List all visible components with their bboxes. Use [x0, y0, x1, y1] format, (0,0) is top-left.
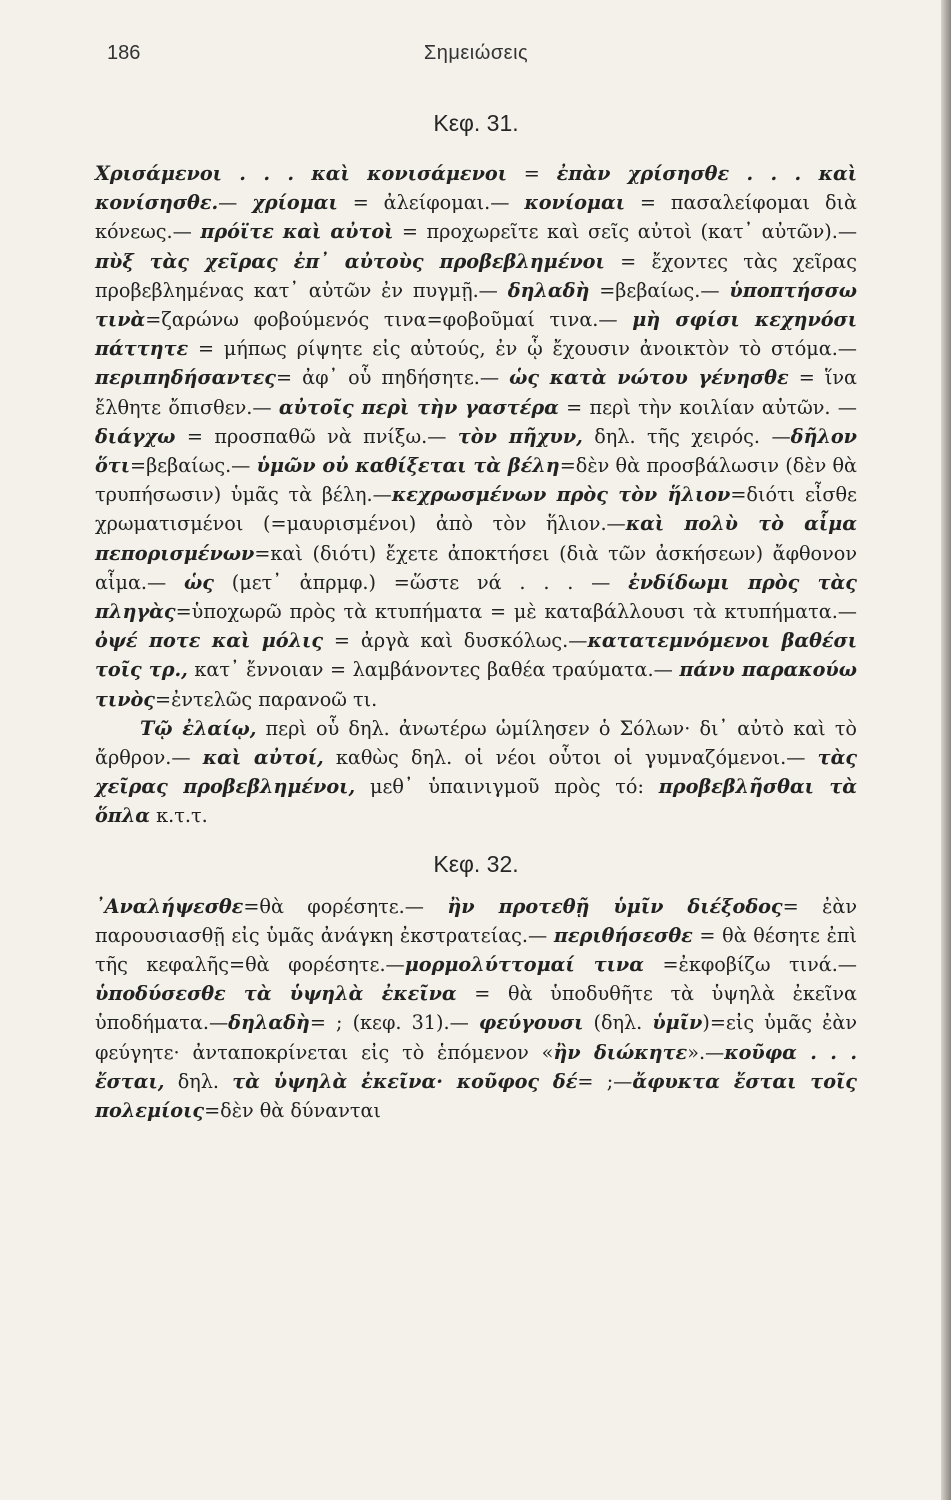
- lemma-text: τὰ ὑψηλὰ ἐκεῖνα· κοῦφος δέ: [232, 1069, 578, 1093]
- lemma-text: ἄφυκτα ἔσται τοῖς πολεμίοις: [95, 1069, 857, 1123]
- gloss-text: = περὶ τὴν κοιλίαν αὐτῶν. —: [558, 395, 857, 419]
- lemma-text: χρίομαι: [252, 191, 338, 215]
- running-title: Σημειώσεις: [423, 42, 529, 64]
- lemma-text: ὑποδύσεσθε τὰ ὑψηλὰ ἐκεῖνα: [95, 982, 457, 1006]
- lemma-text: αὐτοῖς περὶ τὴν γαστέρα: [278, 395, 559, 419]
- note-paragraph: [95, 714, 857, 831]
- lemma-text: ὡς: [184, 570, 214, 594]
- lemma-text: πάνυ παρακούω τινὸς: [95, 658, 858, 711]
- gloss-text: = ἀργὰ καὶ δυσκόλως.—: [323, 629, 588, 653]
- lemma-text: πὺξ τὰς χεῖρας ἐπ᾽ αὐτοὺς προβεβλημένοι: [95, 249, 605, 273]
- chapter-31-body: [95, 159, 857, 831]
- gloss-text: = ἵνα ἔλθητε ὄπισθεν.—: [95, 366, 858, 419]
- chapter-32-body: [95, 892, 857, 1126]
- gloss-text: δηλ.: [164, 1069, 233, 1093]
- lemma-text: προβεβλῆσθαι τὰ ὅπλα: [95, 775, 858, 828]
- lemma-text: κεχρωσμένων πρὸς τὸν ἥλιον: [391, 483, 731, 507]
- gloss-text: =ἐντελῶς παρανοῶ τι.: [155, 687, 378, 711]
- chapter-heading-31: Κεφ. 31.: [433, 110, 519, 136]
- gloss-text: κ.τ.τ.: [150, 804, 208, 828]
- gloss-text: =δὲν θὰ προσβάλωσιν (δὲν θὰ τρυπήσωσιν) ὑμᾶς τὰ βέλη.—: [95, 454, 858, 507]
- lemma-text: ἢν διώκητε: [553, 1040, 688, 1064]
- gloss-text: =δὲν θὰ δύνανται: [204, 1099, 381, 1123]
- lemma-text: δηλαδὴ: [228, 1011, 310, 1035]
- lemma-text: φεύγουσι: [478, 1011, 584, 1035]
- running-head: [95, 38, 857, 78]
- gloss-text: =βεβαίως.—: [589, 278, 730, 302]
- gloss-text: = ἔχοντες τὰς χεῖρας προβεβλημένας κατ᾽ αὐτῶν ἐν πυγμῇ.—: [95, 249, 857, 302]
- lemma-text: μορμολύττομαί τινα: [404, 953, 644, 977]
- lemma-text: τὰς χεῖρας προβεβλημένοι,: [95, 746, 858, 799]
- gloss-text: καθὼς δηλ. οἱ νέοι οὗτοι οἱ γυμναζόμενοι.—: [323, 746, 818, 770]
- lemma-text: Χρισάμενοι . . . καὶ κονισάμενοι: [95, 162, 507, 185]
- lemma-text: ἐνδίδωμι πρὸς τὰς πληγὰς: [95, 570, 857, 624]
- page-number: 186: [107, 42, 141, 64]
- lemma-text: δηλαδὴ: [507, 278, 590, 302]
- gloss-text: (μετ᾽ ἀπρμφ.) =ὥστε νά . . . —: [213, 570, 629, 594]
- lemma-text: ὀψέ ποτε καὶ μόλις: [95, 629, 324, 653]
- lemma-text: μὴ σφίσι κεχηνόσι πάττητε: [95, 308, 857, 361]
- gloss-text: =: [506, 162, 557, 185]
- lemma-text: ἢν προτεθῇ ὑμῖν διέξοδος: [447, 894, 783, 918]
- chapter-heading-32: Κεφ. 32.: [433, 850, 519, 877]
- gloss-text: =ζαρώνω φοβούμενός τινα=φοβοῦμαί τινα.—: [145, 308, 633, 332]
- lemma-text: κοῦφα . . . ἔσται,: [95, 1040, 857, 1093]
- book-page: [95, 38, 857, 1125]
- lemma-text: κονίομαι: [524, 191, 626, 215]
- page-spine-shadow: [941, 0, 951, 1500]
- gloss-text: = μήπως ρίψητε εἰς αὐτούς, ἐν ᾧ ἔχουσιν ἀνοικτὸν τὸ στόμα.—: [188, 337, 857, 361]
- lemma-text: πρόϊτε καὶ αὐτοὶ: [200, 220, 394, 244]
- lemma-text: ὑμῶν οὐ καθίξεται τὰ βέλη: [256, 454, 560, 478]
- lemma-text: δῆλον ὅτι: [95, 424, 857, 478]
- gloss-text: )=εἰς ὑμᾶς ἐὰν φεύγητε· ἀνταποκρίνεται εἰς τὸ ἑπόμενον «: [95, 1011, 857, 1064]
- lemma-text: περιπηδήσαντες: [95, 366, 276, 390]
- lemma-text: διάγχω: [95, 424, 176, 448]
- lemma-text: ᾽Αναλήψεσθε: [95, 894, 244, 918]
- lemma-text: ὡς κατὰ νώτου γένησθε: [509, 366, 789, 390]
- gloss-text: =καὶ (διότι) ἔχετε ἀποκτήσει (διὰ τῶν ἀσκήσεων) ἄφθονον αἷμα.—: [95, 541, 857, 594]
- gloss-text: =ἐκφοβίζω τινά.—: [644, 953, 857, 977]
- gloss-text: = ;—: [577, 1069, 633, 1093]
- gloss-text: = ἀφ᾽ οὗ πηδήσητε.—: [275, 366, 510, 390]
- gloss-text: κατ᾽ ἔννοιαν = λαμβάνοντες βαθέα τραύματα.—: [187, 658, 680, 682]
- lemma-text: περιθήσεσθε: [553, 923, 693, 947]
- gloss-text: = πασαλείφομαι διὰ κόνεως.—: [95, 191, 857, 244]
- gloss-text: περὶ οὗ δηλ. ἀνωτέρω ὡμίλησεν ὁ Σόλων· δι᾽ αὐτὸ καὶ τὸ ἄρθρον.—: [95, 716, 857, 770]
- lemma-text: κατατεμνόμενοι βαθέσι τοῖς τρ.,: [95, 629, 857, 682]
- note-paragraph: [95, 159, 857, 714]
- lemma-text: καὶ πολὺ τὸ αἷμα πεπορισμένων: [95, 512, 857, 565]
- lemma-text: καὶ αὐτοί,: [202, 746, 324, 770]
- gloss-text: = προχωρεῖτε καὶ σεῖς αὐτοὶ (κατ᾽ αὐτῶν).—: [393, 220, 858, 244]
- gloss-text: μεθ᾽ ὑπαινιγμοῦ πρὸς τό:: [355, 775, 659, 799]
- lemma-text: τὸν πῆχυν,: [457, 424, 583, 448]
- gloss-text: =θὰ φορέσητε.—: [243, 894, 448, 918]
- gloss-text: = θὰ ὑποδυθῆτε τὰ ὑψηλὰ ἐκεῖνα ὑποδήματα.—: [95, 982, 857, 1035]
- gloss-text: —: [218, 191, 253, 215]
- lemma-text: ὑμῖν: [652, 1011, 703, 1035]
- gloss-text: = προσπαθῶ νὰ πνίξω.—: [175, 424, 458, 448]
- gloss-text: = ; (κεφ. 31).—: [309, 1011, 479, 1035]
- gloss-text: =ὑποχωρῶ πρὸς τὰ κτυπήματα = μὲ καταβάλλουσι τὰ κτυπήματα.—: [175, 600, 857, 624]
- lemma-text: ἐπὰν χρίσησθε . . . καὶ κονίσησθε.: [95, 162, 857, 215]
- lemma-text: ὑποπτήσσω τινὰ: [95, 278, 857, 332]
- gloss-text: δηλ. τῆς χειρός. —: [582, 424, 791, 448]
- gloss-text: =βεβαίως.—: [130, 454, 257, 478]
- gloss-text: = ἐὰν παρουσιασθῇ εἰς ὑμᾶς ἀνάγκη ἐκστρατείας.—: [95, 894, 857, 947]
- lemma-text: Τῷ ἐλαίῳ,: [140, 716, 257, 740]
- gloss-text: =διότι εἶσθε χρωματισμένοι (=μαυρισμένοι) ἀπὸ τὸν ἥλιον.—: [95, 483, 858, 536]
- gloss-text: = ἀλείφομαι.—: [337, 191, 525, 215]
- gloss-text: (δηλ.: [583, 1011, 653, 1035]
- gloss-text: ».—: [687, 1040, 725, 1064]
- note-paragraph: [95, 892, 857, 1126]
- gloss-text: = θὰ θέσητε ἐπὶ τῆς κεφαλῆς=θὰ φορέσητε.—: [95, 923, 857, 977]
